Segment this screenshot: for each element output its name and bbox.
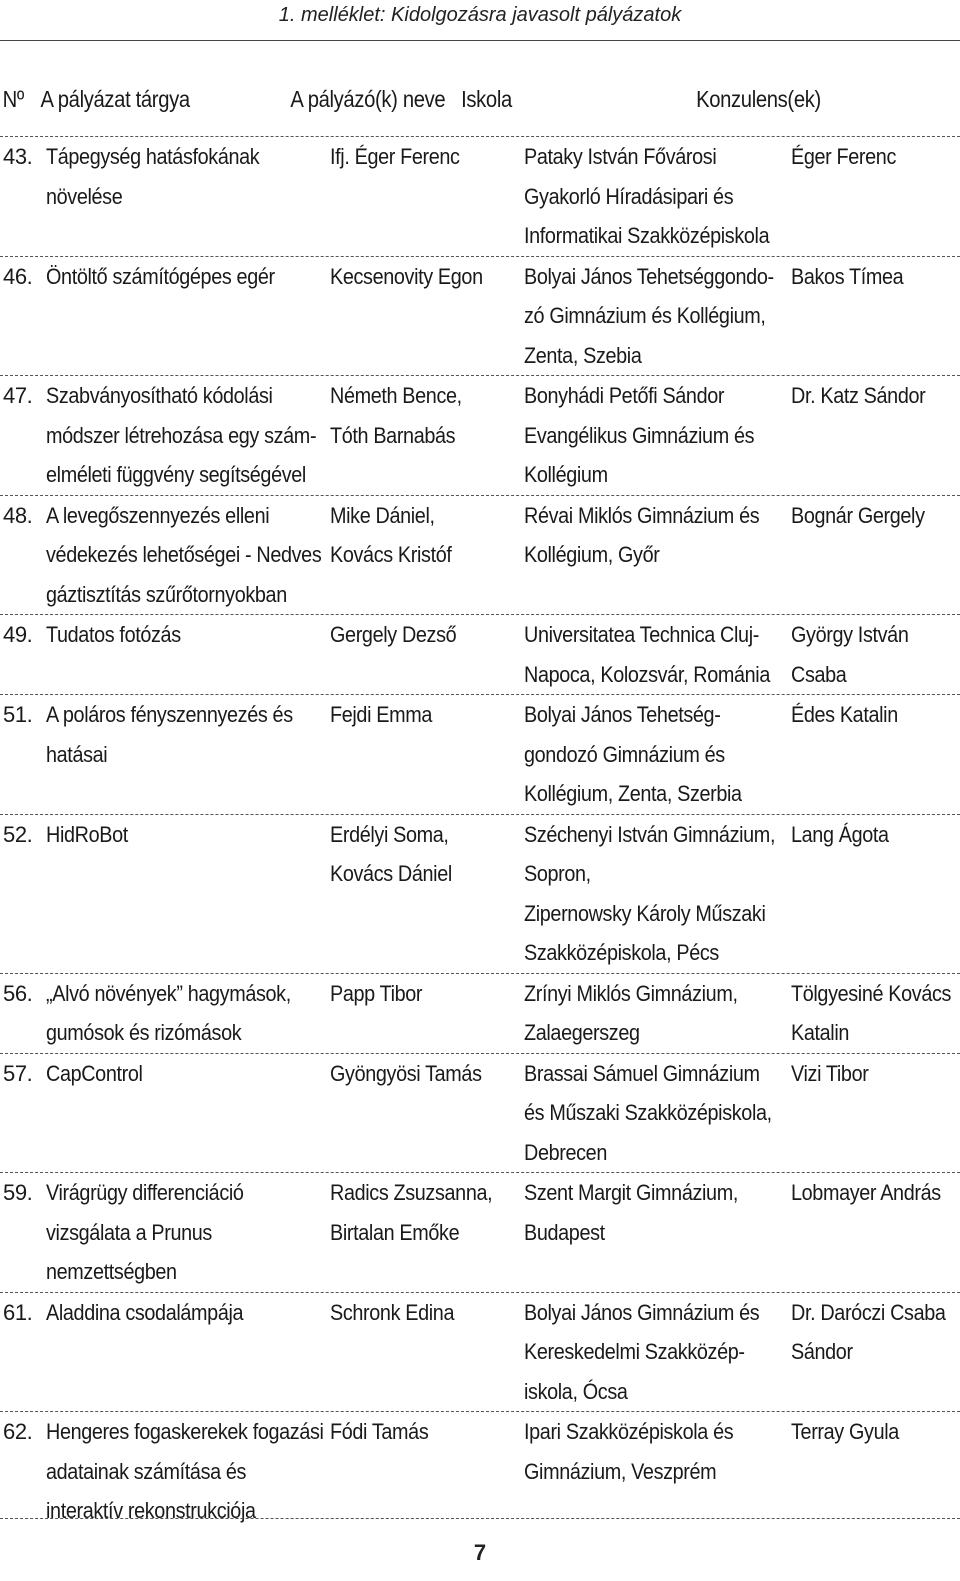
- cell-topic-line: gumósok és rizómások: [46, 1020, 242, 1045]
- cell-school-line: Napoca, Kolozsvár, Románia: [524, 661, 770, 687]
- cell-consultants: [791, 1054, 960, 1094]
- cell-applicants-line: Fódi Tamás: [330, 1419, 429, 1444]
- cell-school: [524, 137, 791, 256]
- cell-applicants-line: Fejdi Emma: [330, 702, 433, 727]
- cell-school-line: Bolyai János Gimnázium és: [524, 1299, 760, 1325]
- column-header-number: Nº: [2, 86, 24, 112]
- cell-consultants-line: Katalin: [791, 1020, 850, 1045]
- cell-topic-line: Tápegység hatásfokának: [46, 144, 260, 169]
- cell-applicants: [330, 1054, 524, 1094]
- cell-school-line: Szakközépiskola, Pécs: [524, 940, 719, 965]
- table-row: [0, 256, 960, 376]
- cell-consultants: [791, 615, 960, 694]
- table-row: [0, 694, 960, 814]
- cell-school: [524, 496, 791, 575]
- cell-applicants-line: Schronk Edina: [330, 1299, 455, 1325]
- cell-applicants: [330, 1173, 524, 1252]
- cell-topic-line: adatainak számítása és: [46, 1458, 247, 1484]
- cell-topic: [46, 496, 330, 615]
- cell-applicants: [330, 974, 524, 1014]
- cell-number: 59.: [3, 1180, 33, 1205]
- cell-applicants-line: Ifj. Éger Ferenc: [330, 144, 460, 169]
- cell-consultants: [791, 1173, 960, 1213]
- cell-consultants-line: Tölgyesiné Kovács: [791, 980, 952, 1006]
- cell-school: [524, 1173, 791, 1252]
- cell-school-line: Debrecen: [524, 1139, 607, 1165]
- cell-applicants-line: Tóth Barnabás: [330, 422, 456, 448]
- cell-applicants-line: Erdélyi Soma,: [330, 821, 449, 847]
- cell-school-line: Gimnázium, Veszprém: [524, 1458, 717, 1484]
- cell-topic: [46, 615, 330, 655]
- cell-consultants: [791, 1412, 960, 1452]
- cell-applicants-line: Kovács Dániel: [330, 861, 452, 886]
- cell-topic: [46, 376, 330, 495]
- cell-consultants: [791, 137, 960, 177]
- cell-topic-line: elméleti függvény segítségével: [46, 462, 306, 487]
- cell-school-line: Informatikai Szakközépiskola: [524, 223, 770, 248]
- table-header-row: [0, 80, 959, 136]
- cell-applicants-line: Gergely Dezső: [330, 622, 457, 647]
- cell-school-line: Zalaegerszeg: [524, 1020, 640, 1045]
- cell-consultants-line: Éger Ferenc: [791, 144, 896, 169]
- cell-applicants: [330, 815, 524, 894]
- cell-topic: [46, 1412, 330, 1531]
- cell-number: 61.: [3, 1299, 33, 1325]
- cell-consultants-line: Bognár Gergely: [791, 502, 925, 528]
- cell-topic-line: gáztisztítás szűrőtornyokban: [46, 581, 287, 607]
- table-row: [0, 495, 960, 615]
- cell-consultants-line: Édes Katalin: [791, 702, 898, 727]
- cell-school: [524, 615, 791, 694]
- cell-consultants: [791, 376, 960, 416]
- cell-topic-line: módszer létrehozása egy szám-: [46, 422, 317, 448]
- cell-topic-line: Hengeres fogaskerekek fogazási: [46, 1419, 324, 1444]
- cell-topic: [46, 974, 330, 1053]
- cell-consultants: [791, 974, 960, 1053]
- cell-topic-line: A poláros fényszennyezés és: [46, 702, 293, 727]
- cell-topic-line: CapControl: [46, 1060, 143, 1086]
- cell-number: 52.: [3, 821, 33, 847]
- cell-consultants: [791, 257, 960, 297]
- proposals-table: [0, 80, 960, 1531]
- table-row: [0, 136, 960, 256]
- cell-school-line: Bonyhádi Petőfi Sándor: [524, 383, 725, 408]
- cell-number: 43.: [3, 144, 33, 169]
- cell-topic-line: Öntöltő számítógépes egér: [46, 263, 275, 289]
- cell-school-line: Széchenyi István Gimnázium,: [524, 821, 776, 847]
- cell-topic-line: védekezés lehetőségei - Nedves: [46, 542, 322, 567]
- cell-topic-line: hatásai: [46, 741, 108, 767]
- cell-school: [524, 1412, 791, 1491]
- table-row: [0, 614, 960, 694]
- cell-applicants-line: Birtalan Emőke: [330, 1219, 460, 1245]
- cell-number: 48.: [3, 502, 33, 528]
- cell-applicants: [330, 615, 524, 655]
- cell-school-line: Szent Margit Gimnázium,: [524, 1180, 738, 1205]
- cell-number: 46.: [3, 263, 33, 289]
- cell-number: 56.: [3, 980, 33, 1006]
- cell-school-line: Kollégium, Zenta, Szerbia: [524, 781, 742, 806]
- cell-number: 47.: [3, 383, 33, 408]
- cell-applicants-line: Radics Zsuzsanna,: [330, 1180, 493, 1205]
- cell-school-line: iskola, Ócsa: [524, 1378, 628, 1404]
- cell-applicants: [330, 1412, 524, 1452]
- cell-school: [524, 376, 791, 495]
- cell-topic: [46, 1054, 330, 1094]
- cell-topic-line: Tudatos fotózás: [46, 622, 181, 647]
- cell-school-line: Bolyai János Tehetség-: [524, 702, 721, 727]
- cell-school-line: Ipari Szakközépiskola és: [524, 1419, 734, 1444]
- table-row: [0, 1292, 960, 1412]
- cell-applicants-line: Papp Tibor: [330, 980, 423, 1006]
- cell-applicants: [330, 257, 524, 297]
- column-header-topic: A pályázat tárgya: [40, 86, 190, 112]
- cell-school-line: Gyakorló Híradásipari és: [524, 183, 734, 209]
- cell-topic: [46, 815, 330, 855]
- cell-applicants-line: Németh Bence,: [330, 383, 462, 408]
- cell-school-line: Kollégium: [524, 462, 608, 487]
- cell-topic: [46, 1293, 330, 1333]
- cell-applicants-line: Kecsenovity Egon: [330, 263, 483, 289]
- cell-school-line: Bolyai János Tehetséggondo-: [524, 263, 774, 289]
- cell-school: [524, 815, 791, 973]
- table-row: [0, 1053, 960, 1173]
- cell-school-line: Universitatea Technica Cluj-: [524, 622, 759, 647]
- cell-consultants-line: Vizi Tibor: [791, 1060, 869, 1086]
- cell-applicants: [330, 496, 524, 575]
- cell-school-line: Kollégium, Győr: [524, 542, 660, 567]
- cell-school: [524, 257, 791, 376]
- cell-applicants-line: Mike Dániel,: [330, 502, 435, 528]
- cell-consultants-line: Lobmayer András: [791, 1180, 941, 1205]
- cell-topic-line: A levegőszennyezés elleni: [46, 502, 270, 528]
- cell-topic-line: HidRoBot: [46, 821, 128, 847]
- cell-topic-line: növelése: [46, 183, 123, 209]
- column-header-school: Iskola: [461, 86, 512, 112]
- cell-school: [524, 695, 791, 814]
- cell-topic-line: Aladdina csodalámpája: [46, 1299, 244, 1325]
- cell-applicants: [330, 1293, 524, 1333]
- cell-school-line: Zenta, Szebia: [524, 342, 642, 368]
- page-number: 7: [473, 1540, 487, 1565]
- cell-school-line: Sopron,: [524, 861, 591, 886]
- cell-school-line: Evangélikus Gimnázium és: [524, 422, 755, 448]
- cell-topic-line: Virágrügy differenciáció: [46, 1180, 244, 1205]
- cell-topic: [46, 1173, 330, 1292]
- cell-topic-line: Szabványosítható kódolási: [46, 383, 273, 408]
- cell-topic: [46, 137, 330, 216]
- page-header-title: 1. melléklet: Kidolgozásra javasolt pályázatok: [278, 4, 682, 26]
- table-row: [0, 1411, 960, 1531]
- header-divider: [0, 40, 960, 41]
- cell-topic-line: „Alvó növények” hagymások,: [46, 980, 291, 1006]
- cell-school-line: és Műszaki Szakközépiskola,: [524, 1100, 772, 1125]
- table-body: [0, 136, 960, 1531]
- cell-consultants-line: Dr. Daróczi Csaba: [791, 1299, 946, 1325]
- cell-topic-line: vizsgálata a Prunus: [46, 1219, 212, 1245]
- cell-applicants: [330, 376, 524, 455]
- cell-school-line: Kereskedelmi Szakközép-: [524, 1339, 745, 1364]
- cell-consultants-line: Dr. Katz Sándor: [791, 383, 926, 408]
- cell-topic: [46, 257, 330, 297]
- cell-consultants: [791, 496, 960, 536]
- column-header-consultants: Konzulens(ek): [696, 86, 821, 112]
- cell-school-line: Pataky István Fővárosi: [524, 144, 717, 169]
- table-row: [0, 1172, 960, 1292]
- cell-consultants: [791, 815, 960, 855]
- cell-school-line: gondozó Gimnázium és: [524, 741, 725, 767]
- cell-consultants: [791, 695, 960, 735]
- cell-consultants-line: Bakos Tímea: [791, 263, 904, 289]
- cell-topic: [46, 695, 330, 774]
- cell-consultants-line: Sándor: [791, 1339, 853, 1364]
- cell-number: 49.: [3, 622, 33, 647]
- cell-topic-line: nemzettségben: [46, 1259, 177, 1284]
- cell-applicants-line: Kovács Kristóf: [330, 542, 452, 567]
- cell-consultants-line: Csaba: [791, 661, 847, 687]
- table-row: [0, 973, 960, 1053]
- cell-school-line: Brassai Sámuel Gimnázium: [524, 1060, 760, 1086]
- cell-consultants-line: György István: [791, 622, 909, 647]
- cell-school-line: Zrínyi Miklós Gimnázium,: [524, 980, 738, 1006]
- cell-consultants-line: Terray Gyula: [791, 1419, 899, 1444]
- cell-school: [524, 974, 791, 1053]
- cell-school: [524, 1293, 791, 1412]
- cell-number: 57.: [3, 1060, 33, 1086]
- table-row: [0, 814, 960, 973]
- cell-school-line: zó Gimnázium és Kollégium,: [524, 303, 766, 328]
- cell-applicants-line: Gyöngyösi Tamás: [330, 1060, 482, 1086]
- cell-school-line: Budapest: [524, 1219, 605, 1245]
- column-header-applicants: A pályázó(k) neve: [290, 86, 446, 112]
- cell-number: 62.: [3, 1419, 33, 1444]
- cell-applicants: [330, 137, 524, 177]
- footer-divider: [0, 1518, 960, 1519]
- cell-school-line: Zipernowsky Károly Műszaki: [524, 900, 766, 926]
- cell-consultants: [791, 1293, 960, 1372]
- cell-school-line: Révai Miklós Gimnázium és: [524, 502, 760, 528]
- cell-topic-line: interaktív rekonstrukciója: [46, 1498, 256, 1523]
- cell-applicants: [330, 695, 524, 735]
- cell-number: 51.: [3, 702, 33, 727]
- table-row: [0, 375, 960, 495]
- cell-consultants-line: Lang Ágota: [791, 821, 889, 847]
- cell-school: [524, 1054, 791, 1173]
